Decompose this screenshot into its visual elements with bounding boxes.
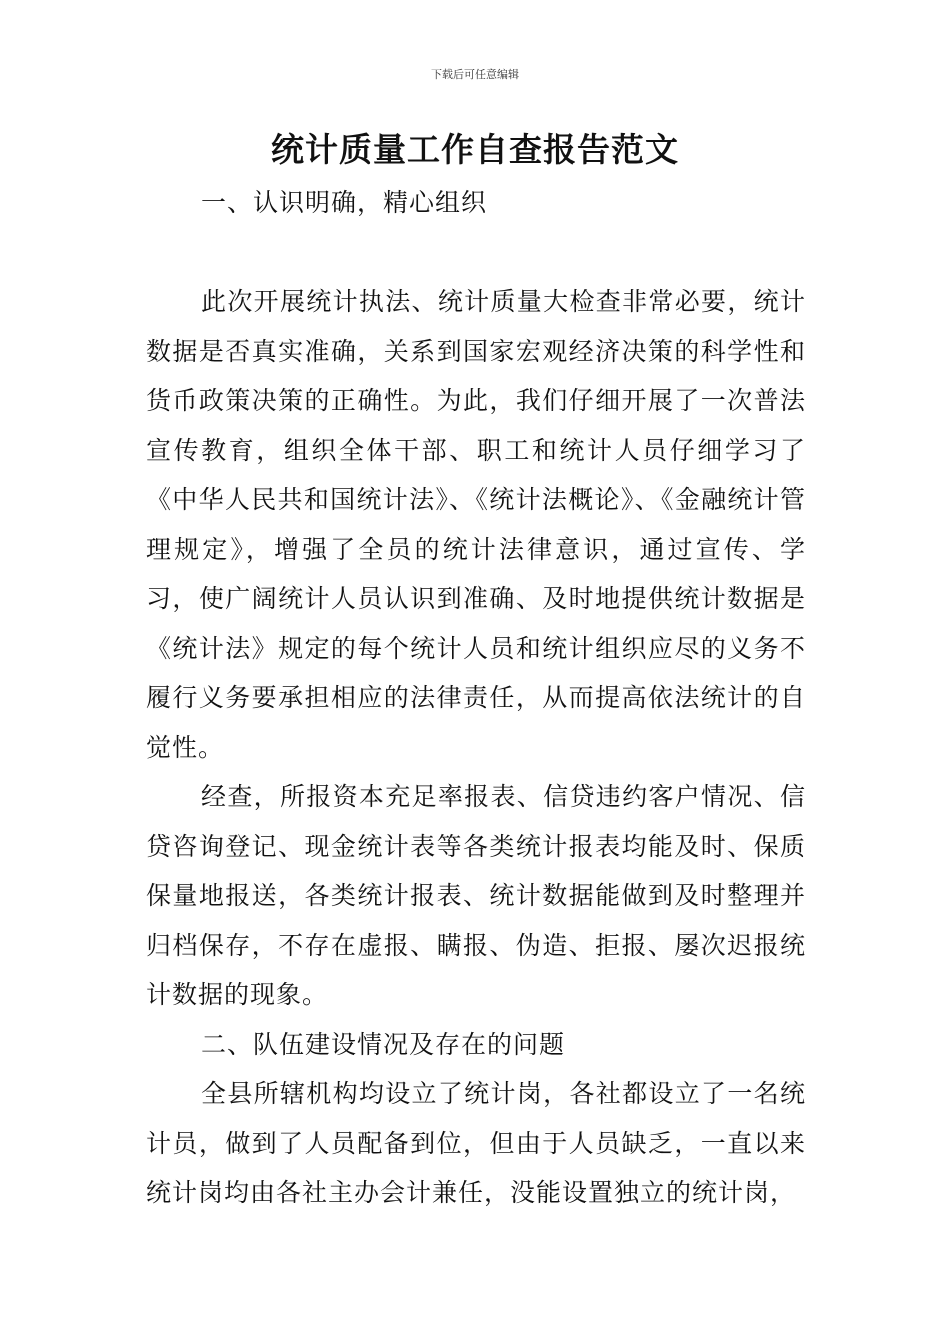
section-heading-2: 二、队伍建设情况及存在的问题 xyxy=(201,1029,566,1059)
document-title: 统计质量工作自查报告范文 xyxy=(271,130,679,169)
paragraph-1: 此次开展统计执法、统计质量大检查非常必要，统计数据是否真实准确，关系到国家宏观经济决策的科学性和货币政策决策的正确性。为此，我们仔细开展了一次普法宣传教育，组织全体干部、职工和统计人员仔细学习了《中华人民共和国统计法》、《统计法概论》、《金融统计管理规定》，增强了全员的统计法律意识，通过宣传、学习，使广阔统计人员认识到准确、及时地提供统计数据是《统计法》规定的每个统计人员和统计组织应尽的义务不履行义务要承担相应的法律责任，从而提高依法统计的自觉性。 xyxy=(146,287,806,762)
document-body xyxy=(146,277,806,1218)
section-heading-1 xyxy=(146,178,806,228)
paragraph-2: 经查，所报资本充足率报表、信贷违约客户情况、信贷咨询登记、现金统计表等各类统计报表均能及时、保质保量地报送，各类统计报表、统计数据能做到及时整理并归档保存，不存在虚报、瞒报、伪造、拒报、屡次迟报统计数据的现象。 xyxy=(146,782,806,1009)
header-note: 下载后可任意编辑 xyxy=(431,68,519,81)
section-heading-1-text: 一、认识明确，精心组织 xyxy=(201,188,488,217)
paragraph-3: 全县所辖机构均设立了统计岗，各社都设立了一名统计员，做到了人员配备到位，但由于人员缺乏，一直以来统计岗均由各社主办会计兼任，没能设置独立的统计岗， xyxy=(146,1079,806,1207)
